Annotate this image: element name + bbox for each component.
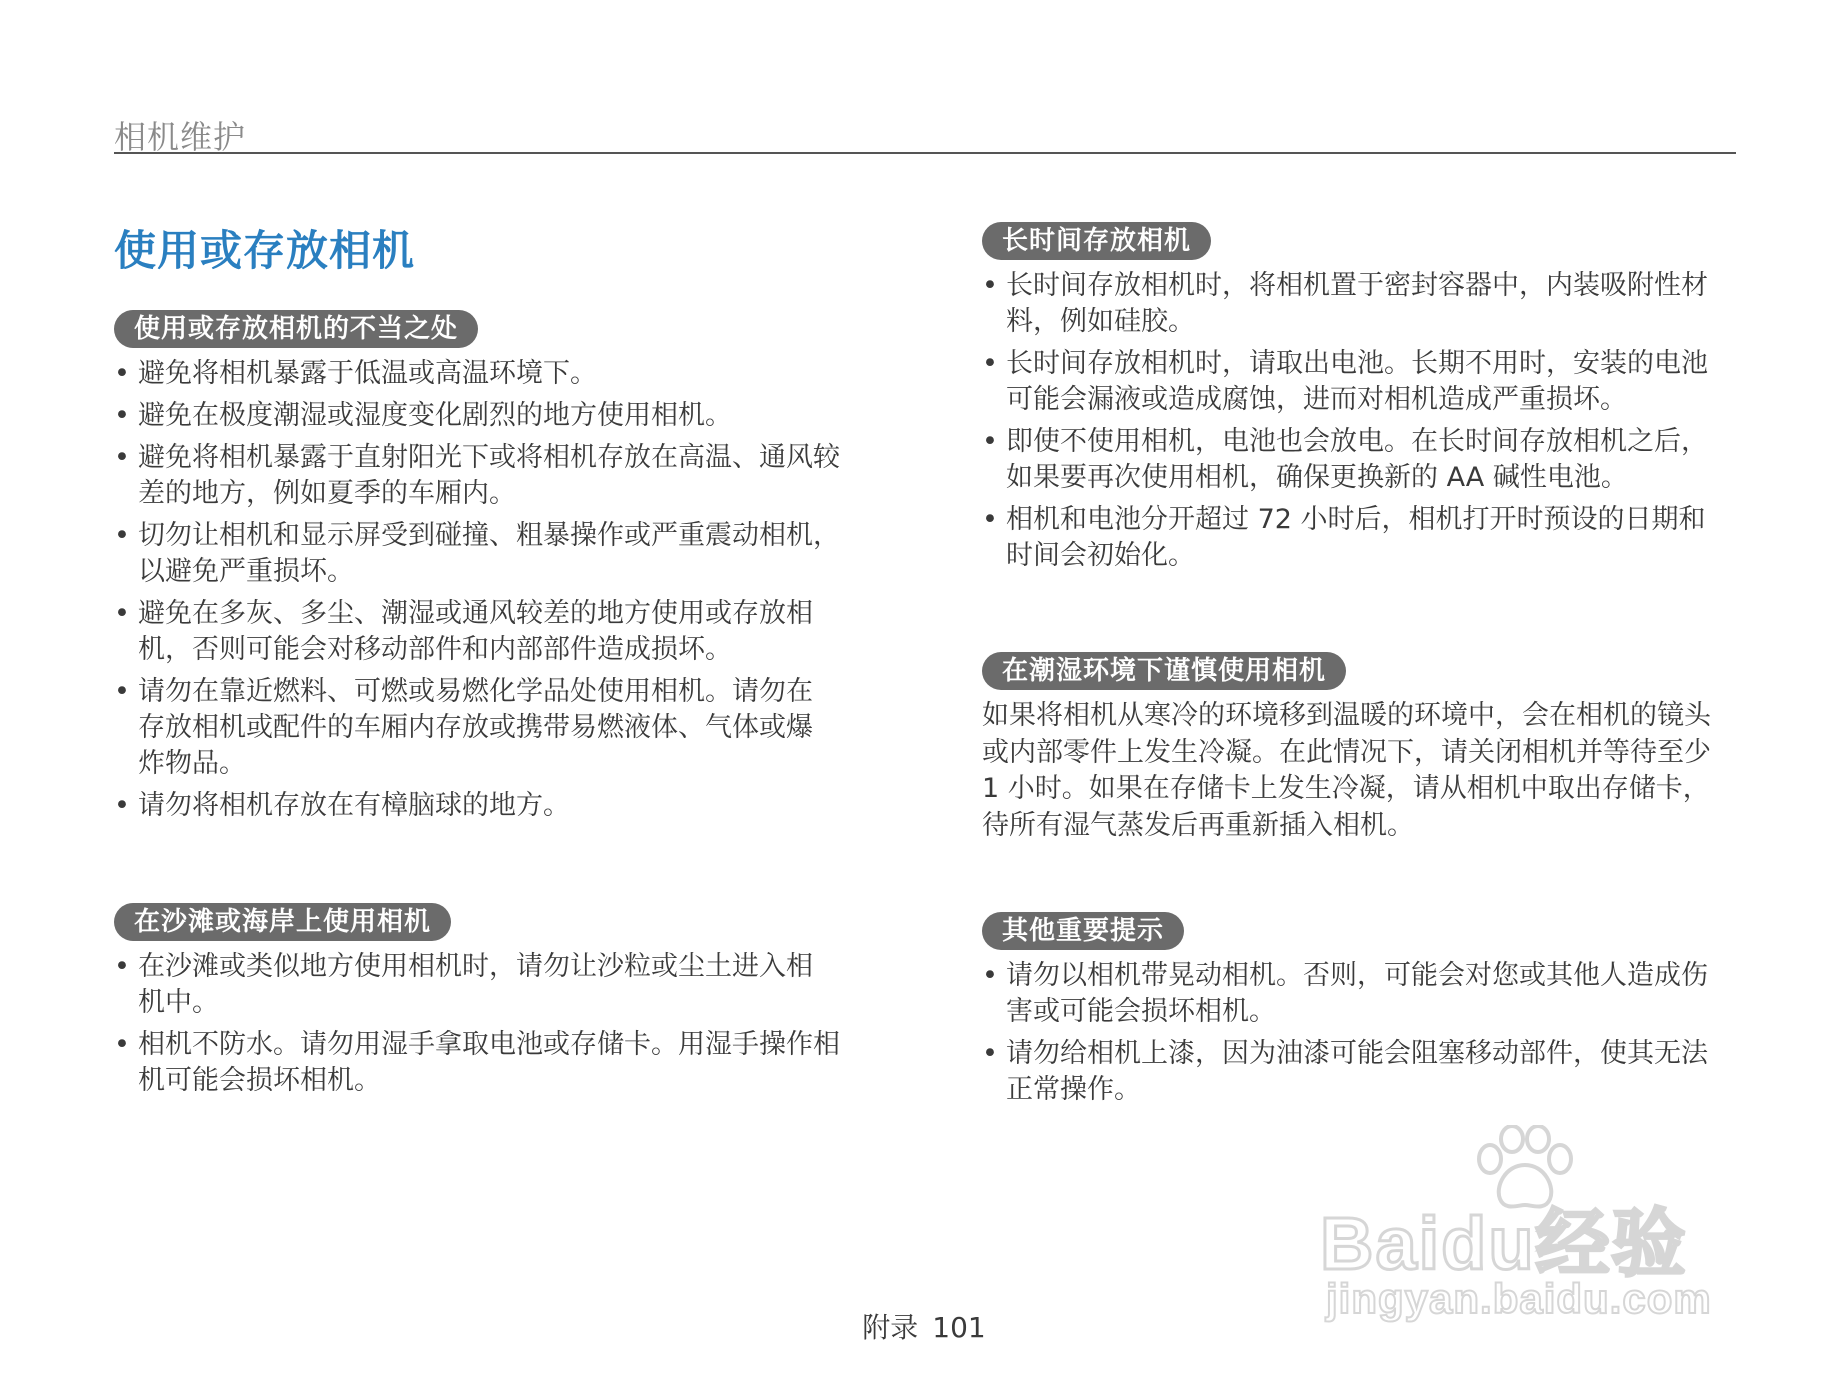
paragraph-line: 待所有湿气蒸发后再重新插入相机。 bbox=[982, 809, 1414, 841]
list-item-text: 机可能会损坏相机。 bbox=[138, 1065, 381, 1096]
paragraph-line: 如果将相机从寒冷的环境移到温暖的环境中，会在相机的镜头 bbox=[982, 700, 1711, 731]
list-item-text: 在沙滩或类似地方使用相机时，请勿让沙粒或尘土进入相 bbox=[138, 951, 813, 982]
list-item bbox=[114, 788, 884, 824]
bullet-icon: • bbox=[982, 1038, 998, 1069]
paragraph-line: 或内部零件上发生冷凝。在此情况下，请关闭相机并等待至少 bbox=[982, 736, 1711, 768]
list-item bbox=[982, 958, 1752, 1030]
list-item-text: 可能会漏液或造成腐蚀，进而对相机造成严重损坏。 bbox=[1006, 384, 1627, 415]
bullet-icon: • bbox=[982, 348, 998, 379]
list-item-text: 避免将相机暴露于低温或高温环境下。 bbox=[138, 358, 597, 389]
watermark-brand: Baidu经验 bbox=[1320, 1202, 1688, 1285]
page-title: 使用或存放相机 bbox=[114, 226, 416, 275]
subheading-humid: 在潮湿环境下谨慎使用相机 bbox=[982, 652, 1346, 690]
bullet-icon: • bbox=[114, 676, 130, 707]
subheading-improper-use: 使用或存放相机的不当之处 bbox=[114, 310, 478, 348]
list-item bbox=[114, 596, 884, 668]
list-item-text: 炸物品。 bbox=[138, 748, 246, 779]
list-item bbox=[114, 518, 884, 590]
subheading-beach: 在沙滩或海岸上使用相机 bbox=[114, 903, 451, 941]
bullet-icon: • bbox=[114, 1029, 130, 1060]
list-item-text: 避免在多灰、多尘、潮湿或通风较差的地方使用或存放相 bbox=[138, 598, 813, 629]
footer-label: 附录 bbox=[862, 1311, 919, 1344]
subheading-other-tips: 其他重要提示 bbox=[982, 912, 1184, 950]
list-item bbox=[114, 356, 884, 392]
beach-list bbox=[114, 949, 884, 1105]
paragraph-line: 1 小时。如果在存储卡上发生冷凝，请从相机中取出存储卡， bbox=[982, 773, 1710, 804]
list-item-text: 请勿给相机上漆，因为油漆可能会阻塞移动部件，使其无法 bbox=[1006, 1038, 1708, 1069]
list-item-text: 差的地方，例如夏季的车厢内。 bbox=[138, 478, 516, 509]
bullet-icon: • bbox=[114, 442, 130, 473]
list-item-text: 以避免严重损坏。 bbox=[138, 556, 354, 587]
watermark bbox=[1320, 1125, 1740, 1325]
bullet-icon: • bbox=[982, 270, 998, 301]
list-item-text: 避免在极度潮湿或湿度变化剧烈的地方使用相机。 bbox=[138, 400, 732, 431]
bullet-icon: • bbox=[114, 520, 130, 551]
list-item bbox=[982, 1036, 1752, 1108]
list-item bbox=[114, 674, 884, 782]
list-item bbox=[982, 346, 1752, 418]
long-storage-list bbox=[982, 268, 1752, 580]
list-item-text: 料，例如硅胶。 bbox=[1006, 306, 1195, 337]
subheading-long-storage: 长时间存放相机 bbox=[982, 222, 1211, 260]
list-item bbox=[982, 502, 1752, 574]
list-item-text: 正常操作。 bbox=[1006, 1074, 1141, 1105]
list-item-text: 避免将相机暴露于直射阳光下或将相机存放在高温、通风较 bbox=[138, 442, 840, 473]
bullet-icon: • bbox=[114, 358, 130, 389]
list-item bbox=[114, 398, 884, 434]
list-item-text: 存放相机或配件的车厢内存放或携带易燃液体、气体或爆 bbox=[138, 712, 813, 743]
list-item-text: 机中。 bbox=[138, 987, 219, 1018]
list-item-text: 请勿在靠近燃料、可燃或易燃化学品处使用相机。请勿在 bbox=[138, 676, 813, 707]
humid-paragraph bbox=[982, 698, 1752, 844]
list-item-text: 长时间存放相机时，请取出电池。长期不用时，安装的电池 bbox=[1006, 348, 1708, 379]
header-divider bbox=[114, 152, 1736, 154]
list-item bbox=[982, 268, 1752, 340]
bullet-icon: • bbox=[114, 598, 130, 629]
bullet-icon: • bbox=[114, 951, 130, 982]
bullet-icon: • bbox=[982, 504, 998, 535]
bullet-icon: • bbox=[114, 790, 130, 821]
bullet-icon: • bbox=[114, 400, 130, 431]
list-item-text: 相机和电池分开超过 72 小时后，相机打开时预设的日期和 bbox=[1006, 504, 1706, 535]
bullet-icon: • bbox=[982, 426, 998, 457]
section-header: 相机维护 bbox=[114, 118, 247, 156]
list-item bbox=[982, 424, 1752, 496]
other-tips-list bbox=[982, 958, 1752, 1114]
list-item-text: 请勿以相机带晃动相机。否则，可能会对您或其他人造成伤 bbox=[1006, 960, 1708, 991]
list-item bbox=[114, 1027, 884, 1099]
list-item-text: 如果要再次使用相机，确保更换新的 AA 碱性电池。 bbox=[1006, 462, 1628, 493]
page-number: 101 bbox=[932, 1311, 986, 1344]
list-item bbox=[114, 440, 884, 512]
watermark-url: jingyan.baidu.com bbox=[1326, 1275, 1712, 1322]
list-item bbox=[114, 949, 884, 1021]
list-item-text: 机，否则可能会对移动部件和内部部件造成损坏。 bbox=[138, 634, 732, 665]
list-item-text: 切勿让相机和显示屏受到碰撞、粗暴操作或严重震动相机， bbox=[138, 520, 840, 551]
improper-use-list bbox=[114, 356, 884, 830]
list-item-text: 长时间存放相机时，将相机置于密封容器中，内装吸附性材 bbox=[1006, 270, 1708, 301]
list-item-text: 相机不防水。请勿用湿手拿取电池或存储卡。用湿手操作相 bbox=[138, 1029, 840, 1060]
list-item-text: 害或可能会损坏相机。 bbox=[1006, 996, 1276, 1027]
list-item-text: 请勿将相机存放在有樟脑球的地方。 bbox=[138, 790, 570, 821]
list-item-text: 时间会初始化。 bbox=[1006, 540, 1195, 571]
bullet-icon: • bbox=[982, 960, 998, 991]
list-item-text: 即使不使用相机，电池也会放电。在长时间存放相机之后， bbox=[1006, 426, 1708, 457]
